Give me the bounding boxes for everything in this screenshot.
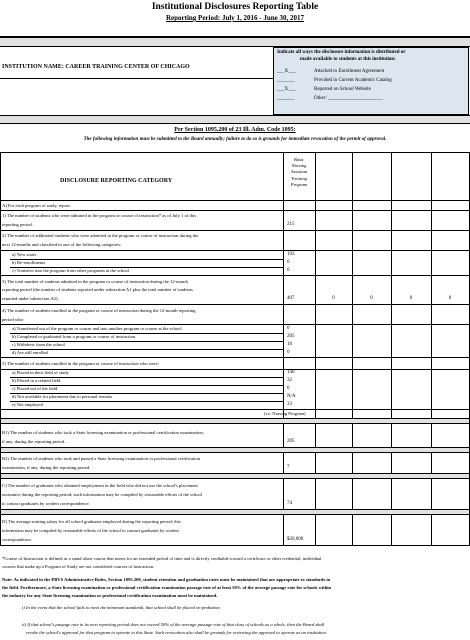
institution-name: INSTITUTION NAME: CAREER TRAINING CENTER OF CHICAGO bbox=[2, 64, 190, 70]
row-rule bbox=[0, 423, 470, 424]
row-3-value-col1: 407 bbox=[287, 296, 295, 301]
row-3-label-2: reporting period (the number of students reported under subsection A1 plus the total number of students bbox=[2, 287, 193, 292]
row-a-label: A) For each program of study, report: bbox=[2, 203, 71, 208]
disclosure-mark-1[interactable]: ___X___ bbox=[277, 69, 296, 74]
disclosure-mark-2[interactable]: _______ bbox=[277, 78, 295, 83]
row-3-value-col4: 0 bbox=[409, 296, 413, 301]
footnote-1-line-2: courses that make up a Program of Study are not considered courses of instruction. bbox=[2, 564, 155, 569]
row-5c-value: 0 bbox=[287, 386, 290, 391]
row-5d-label: d) Not available for placement due to personal reasons bbox=[12, 394, 113, 399]
col-divider-3 bbox=[352, 152, 353, 546]
table-top bbox=[0, 152, 470, 153]
row-b2-label: B2) The number of students who took and passed a State licensing examination or professional certification bbox=[2, 456, 201, 461]
row-4a-value: 0 bbox=[287, 326, 290, 331]
reporting-period: Reporting Period: July 1, 2016 - June 30, 2017 bbox=[165, 14, 305, 22]
row-2b-label: b) Re-enrollments bbox=[12, 260, 46, 265]
row-2a-value: 192 bbox=[287, 252, 295, 257]
row-rule bbox=[10, 349, 283, 350]
row-rule bbox=[0, 514, 470, 515]
row-3-value-col5: 0 bbox=[448, 296, 452, 301]
row-4d-value: 0 bbox=[287, 350, 290, 355]
row-4c-value: 10 bbox=[287, 342, 292, 347]
row-5b-label: b) Placed in a related field bbox=[12, 378, 61, 383]
note-item-i: i) In the event that the school fails to meet the minimum standards, that school shall be placed on probation. bbox=[22, 605, 221, 610]
row-b1-label-2: if any, during the reporting period. bbox=[2, 439, 66, 444]
row-d-label-2: information may be compiled by reasonable efforts of the school to contact graduates by written bbox=[2, 528, 179, 533]
note-line-1: Note: As indicated in the PBVS Administrative Rules, Section 1095.200, student retention and graduation rates must be maintained that are appropriate to standards in bbox=[2, 577, 331, 582]
top-shade-band bbox=[0, 38, 470, 46]
row-rule bbox=[0, 478, 470, 479]
disclosure-heading-2: made available to students at this institution: bbox=[300, 57, 396, 62]
disclosure-option-2: Provided in Current Academic Catalog bbox=[314, 78, 392, 83]
page-title: Institutional Disclosures Reporting Table bbox=[151, 2, 319, 12]
row-b1-value: 205 bbox=[287, 439, 295, 444]
row-rule bbox=[0, 357, 470, 358]
mid-rule-1 bbox=[0, 115, 470, 116]
row-d-label-3: correspondence. bbox=[2, 537, 32, 542]
row-c-label: C) The number of graduates who obtained employment in the field who did not use the school's placement bbox=[2, 483, 198, 488]
row-rule bbox=[10, 401, 283, 402]
row-2-label-2: next 12-months and classified in one of the following categories: bbox=[2, 242, 122, 247]
row-rule bbox=[0, 324, 470, 325]
row-5a-value: 140 bbox=[287, 370, 295, 375]
row-c-label-3: to contact graduates by written correspondence. bbox=[2, 501, 90, 506]
row-c-label-2: assistance during the reporting period; such information may be compiled by reasonable efforts of the school bbox=[2, 492, 203, 497]
row-2c-value: 0 bbox=[287, 268, 290, 273]
row-5c-label: c) Placed out of the field bbox=[12, 386, 58, 391]
citation: Per Section 1095.200 of 23 Ill. Adm. Code 1095: bbox=[174, 127, 296, 133]
row-2b-value: 0 bbox=[287, 260, 290, 265]
row-4b-value: 205 bbox=[287, 334, 295, 339]
mid-rule-2 bbox=[0, 123, 470, 124]
table-left-border bbox=[0, 152, 1, 546]
row-5-label: 5) The number of students enrolled in the program or course of instruction who were: bbox=[2, 361, 160, 366]
col-divider-2 bbox=[315, 152, 316, 546]
row-1-label-2: reporting period. bbox=[2, 222, 33, 227]
col-divider-5 bbox=[431, 152, 432, 546]
row-2a-label: a) New starts bbox=[12, 252, 37, 257]
row-2-label: 2) The number of additional students who were admitted in the program or course of instruction during the bbox=[2, 233, 199, 238]
row-3-label-3: reported under subsection A2). bbox=[2, 296, 59, 301]
col-divider-1 bbox=[283, 152, 284, 546]
footnote-1: *Course of Instruction is defined as a stand alone course that meets for an extended period of time and is directly creditable toward a certificate or other credential; individual bbox=[2, 556, 322, 561]
row-rule bbox=[10, 259, 283, 260]
row-5e-value: 33 bbox=[287, 402, 292, 407]
note-line-3: the industry for any State licensing examination or professional certification examination must be maintained. bbox=[2, 593, 218, 598]
row-4-label: 4) The number of students enrolled in the program or course of instruction during the 12-month reporting bbox=[2, 308, 196, 313]
row-5d-value: N/A bbox=[287, 394, 296, 399]
disclosure-heading-1: Indicate all ways the disclosure information is distributed or bbox=[277, 50, 406, 55]
row-d-label: D) The average starting salary for all school graduates employed during the reporting period; this bbox=[2, 519, 181, 524]
mid-shade-band bbox=[0, 115, 470, 123]
row-3-label: 3) The total number of students admitted in the program or course of instruction during the 12-month bbox=[2, 279, 188, 284]
header-rule bbox=[0, 200, 470, 201]
row-5b-value: 32 bbox=[287, 378, 292, 383]
disclosure-option-1: Attached to Enrollment Agreement bbox=[314, 69, 385, 74]
warning-text: The following information must be submitted to the Board annually; failure to do so is grounds for immediate revocation of the permit of approval. bbox=[83, 137, 387, 142]
col-divider-4 bbox=[391, 152, 392, 546]
row-4-label-2: period who: bbox=[2, 317, 25, 322]
disclosure-option-4: Other: ______________________ bbox=[314, 96, 384, 101]
row-3-value-col3: 0 bbox=[370, 296, 373, 301]
row-rule bbox=[0, 230, 470, 231]
row-1-label: 1) The number of students who were admitted in the program or course of instruction* as of July 1 of this bbox=[2, 213, 197, 218]
program-note: (i.e. Nursing Program) bbox=[264, 411, 306, 416]
row-rule bbox=[0, 304, 470, 305]
row-4b-label: b) Completed or graduated from a program or course of instruction bbox=[12, 334, 136, 339]
disclosure-option-3: Reported on School Website bbox=[314, 87, 371, 92]
program-header: Basic Nursing Assistant Training Program bbox=[290, 157, 308, 187]
row-rule bbox=[0, 452, 470, 453]
row-b2-value: 7 bbox=[287, 465, 290, 470]
row-b2-label-2: examination, if any, during the reporting period. bbox=[2, 465, 91, 470]
institution-rule bbox=[0, 78, 273, 79]
row-5e-label: e) Not employed bbox=[12, 402, 43, 407]
table-bottom bbox=[0, 545, 470, 546]
row-b1-label: B1) The number of students who took a State licensing examination or professional certification examination, bbox=[2, 430, 204, 435]
row-2c-label: c) Transfers into the program from other programs at the school bbox=[12, 268, 130, 273]
row-4c-label: c) Withdrew from the school bbox=[12, 342, 65, 347]
row-4d-label: d) Are still enrolled bbox=[12, 350, 48, 355]
row-c-value: 74 bbox=[287, 501, 292, 506]
category-header: DISCLOSURE REPORTING CATEGORY bbox=[60, 178, 173, 184]
row-5a-label: a) Placed in their field of study bbox=[12, 370, 69, 375]
note-item-ii-line-2: revoke the school's approval for that program to operate in this State. Such revocation also shall be grounds for reviewing the approval to operate as an institution. bbox=[26, 630, 327, 635]
row-rule bbox=[0, 409, 470, 410]
disclosure-mark-3[interactable]: ___X___ bbox=[277, 87, 296, 92]
row-rule bbox=[0, 210, 470, 211]
row-d-value: $20,000 bbox=[287, 537, 304, 542]
row-rule bbox=[0, 369, 470, 370]
disclosure-mark-4[interactable]: _______ bbox=[277, 96, 295, 101]
row-1-value: 215 bbox=[287, 222, 295, 227]
row-3-value-col2: 0 bbox=[332, 296, 335, 301]
note-line-2: the field. Furthermore, a State licensing examination or professional certification examination passage rate of at least 50% of the average passage rate for schools within bbox=[2, 585, 332, 590]
row-rule bbox=[0, 275, 470, 276]
row-4a-label: a) Transferred out of the program or course and into another program or course at the school bbox=[12, 326, 182, 331]
row-rule bbox=[0, 250, 470, 251]
note-item-ii: ii) If that school's passage rate in its next reporting period does not exceed 50% of the average passage rate of that class of schools as a whole, then the Board shall bbox=[22, 622, 325, 627]
